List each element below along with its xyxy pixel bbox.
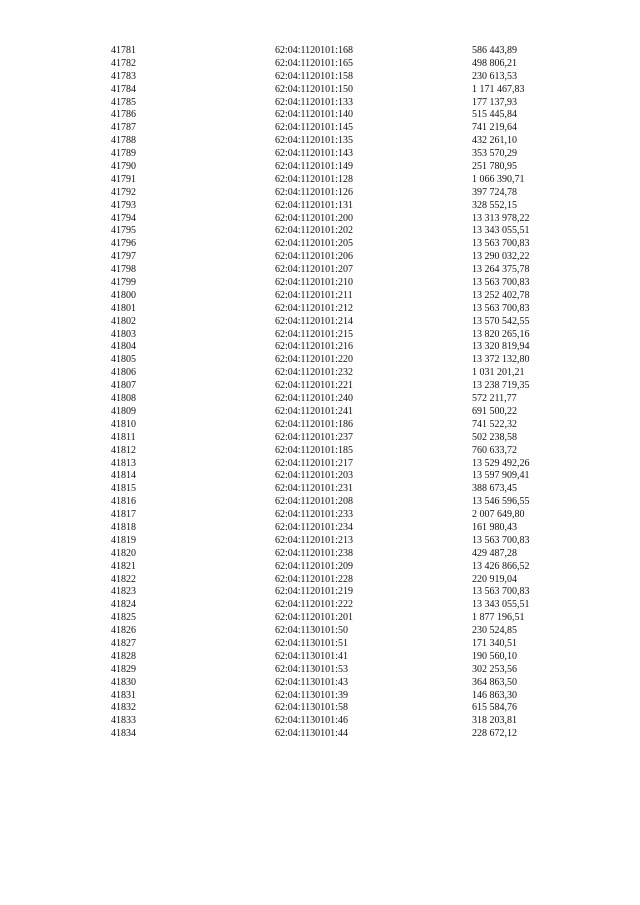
table-row bbox=[0, 58, 640, 71]
cadastral-number: 62:04:1120101:215 bbox=[275, 328, 353, 340]
row-number: 41834 bbox=[111, 728, 136, 740]
cadastral-value: 302 253,56 bbox=[472, 663, 517, 675]
row-number: 41811 bbox=[111, 431, 136, 443]
cadastral-value: 572 211,77 bbox=[472, 393, 517, 405]
row-number: 41830 bbox=[111, 676, 136, 688]
row-number: 41816 bbox=[111, 496, 136, 508]
row-number: 41813 bbox=[111, 457, 136, 469]
cadastral-value: 13 570 542,55 bbox=[472, 315, 530, 327]
table-row bbox=[0, 677, 640, 690]
cadastral-number: 62:04:1120101:206 bbox=[275, 251, 353, 263]
row-number: 41812 bbox=[111, 444, 136, 456]
table-row bbox=[0, 419, 640, 432]
table-row bbox=[0, 728, 640, 741]
cadastral-value: 228 672,12 bbox=[472, 728, 517, 740]
row-number: 41815 bbox=[111, 483, 136, 495]
row-number: 41824 bbox=[111, 599, 136, 611]
cadastral-value: 741 219,64 bbox=[472, 122, 517, 134]
cadastral-value: 515 445,84 bbox=[472, 109, 517, 121]
table-row bbox=[0, 483, 640, 496]
table-row bbox=[0, 574, 640, 587]
cadastral-number: 62:04:1120101:222 bbox=[275, 599, 353, 611]
table-row bbox=[0, 548, 640, 561]
row-number: 41820 bbox=[111, 547, 136, 559]
cadastral-number: 62:04:1120101:232 bbox=[275, 367, 353, 379]
table-row bbox=[0, 341, 640, 354]
table-row bbox=[0, 599, 640, 612]
cadastral-number: 62:04:1130101:53 bbox=[275, 663, 348, 675]
cadastral-number: 62:04:1120101:186 bbox=[275, 418, 353, 430]
table-row bbox=[0, 612, 640, 625]
row-number: 41808 bbox=[111, 393, 136, 405]
cadastral-value: 1 031 201,21 bbox=[472, 367, 525, 379]
table-row bbox=[0, 109, 640, 122]
table-row bbox=[0, 174, 640, 187]
row-number: 41797 bbox=[111, 251, 136, 263]
cadastral-number: 62:04:1120101:237 bbox=[275, 431, 353, 443]
table-row bbox=[0, 84, 640, 97]
row-number: 41796 bbox=[111, 238, 136, 250]
row-number: 41781 bbox=[111, 45, 136, 56]
cadastral-number: 62:04:1120101:126 bbox=[275, 186, 353, 198]
table-row bbox=[0, 496, 640, 509]
row-number: 41788 bbox=[111, 135, 136, 147]
cadastral-number: 62:04:1120101:212 bbox=[275, 302, 353, 314]
cadastral-number: 62:04:1120101:241 bbox=[275, 405, 353, 417]
cadastral-value: 502 238,58 bbox=[472, 431, 517, 443]
cadastral-value: 13 313 978,22 bbox=[472, 212, 530, 224]
table-row bbox=[0, 715, 640, 728]
cadastral-value: 13 426 866,52 bbox=[472, 560, 530, 572]
cadastral-number: 62:04:1120101:220 bbox=[275, 354, 353, 366]
cadastral-value: 13 343 055,51 bbox=[472, 225, 530, 237]
cadastral-number: 62:04:1120101:210 bbox=[275, 277, 353, 289]
cadastral-value: 615 584,76 bbox=[472, 702, 517, 714]
table-row bbox=[0, 135, 640, 148]
row-number: 41823 bbox=[111, 586, 136, 598]
table-row bbox=[0, 638, 640, 651]
cadastral-number: 62:04:1120101:213 bbox=[275, 534, 353, 546]
table-row bbox=[0, 329, 640, 342]
cadastral-value: 230 524,85 bbox=[472, 625, 517, 637]
row-number: 41833 bbox=[111, 715, 136, 727]
row-number: 41810 bbox=[111, 418, 136, 430]
row-number: 41786 bbox=[111, 109, 136, 121]
table-row bbox=[0, 445, 640, 458]
cadastral-number: 62:04:1130101:39 bbox=[275, 689, 348, 701]
cadastral-value: 13 563 700,83 bbox=[472, 302, 530, 314]
row-number: 41800 bbox=[111, 289, 136, 301]
cadastral-value: 13 820 265,16 bbox=[472, 328, 530, 340]
table-row bbox=[0, 651, 640, 664]
cadastral-number: 62:04:1120101:185 bbox=[275, 444, 353, 456]
cadastral-number: 62:04:1120101:149 bbox=[275, 161, 353, 173]
cadastral-value: 13 372 132,80 bbox=[472, 354, 530, 366]
row-number: 41793 bbox=[111, 199, 136, 211]
cadastral-number: 62:04:1120101:238 bbox=[275, 547, 353, 559]
cadastral-number: 62:04:1120101:135 bbox=[275, 135, 353, 147]
cadastral-value: 432 261,10 bbox=[472, 135, 517, 147]
table-row bbox=[0, 664, 640, 677]
table-row bbox=[0, 470, 640, 483]
table-row bbox=[0, 690, 640, 703]
cadastral-value: 1 066 390,71 bbox=[472, 173, 525, 185]
cadastral-number: 62:04:1120101:158 bbox=[275, 70, 353, 82]
row-number: 41787 bbox=[111, 122, 136, 134]
cadastral-number: 62:04:1120101:150 bbox=[275, 83, 353, 95]
cadastral-value: 318 203,81 bbox=[472, 715, 517, 727]
cadastral-number: 62:04:1120101:240 bbox=[275, 393, 353, 405]
cadastral-value: 13 238 719,35 bbox=[472, 380, 530, 392]
row-number: 41785 bbox=[111, 96, 136, 108]
row-number: 41802 bbox=[111, 315, 136, 327]
table-row bbox=[0, 406, 640, 419]
row-number: 41798 bbox=[111, 264, 136, 276]
cadastral-value: 1 877 196,51 bbox=[472, 612, 525, 624]
cadastral-value: 364 863,50 bbox=[472, 676, 517, 688]
cadastral-value: 161 980,43 bbox=[472, 521, 517, 533]
cadastral-value: 13 320 819,94 bbox=[472, 341, 530, 353]
cadastral-number: 62:04:1120101:165 bbox=[275, 57, 353, 69]
cadastral-value: 388 673,45 bbox=[472, 483, 517, 495]
cadastral-number: 62:04:1120101:228 bbox=[275, 573, 353, 585]
row-number: 41784 bbox=[111, 83, 136, 95]
table-row bbox=[0, 316, 640, 329]
row-number: 41807 bbox=[111, 380, 136, 392]
table-row bbox=[0, 354, 640, 367]
table-row bbox=[0, 238, 640, 251]
cadastral-number: 62:04:1120101:140 bbox=[275, 109, 353, 121]
row-number: 41782 bbox=[111, 57, 136, 69]
cadastral-number: 62:04:1120101:216 bbox=[275, 341, 353, 353]
table-row bbox=[0, 393, 640, 406]
cadastral-number: 62:04:1120101:207 bbox=[275, 264, 353, 276]
row-number: 41789 bbox=[111, 148, 136, 160]
cadastral-number: 62:04:1120101:133 bbox=[275, 96, 353, 108]
cadastral-number: 62:04:1120101:203 bbox=[275, 470, 353, 482]
table-row bbox=[0, 251, 640, 264]
cadastral-number: 62:04:1130101:43 bbox=[275, 676, 348, 688]
table-row bbox=[0, 45, 640, 58]
cadastral-number: 62:04:1120101:217 bbox=[275, 457, 353, 469]
row-number: 41819 bbox=[111, 534, 136, 546]
cadastral-value: 13 563 700,83 bbox=[472, 238, 530, 250]
cadastral-number: 62:04:1120101:200 bbox=[275, 212, 353, 224]
cadastral-value: 13 343 055,51 bbox=[472, 599, 530, 611]
cadastral-number: 62:04:1130101:50 bbox=[275, 625, 348, 637]
cadastral-value: 13 546 596,55 bbox=[472, 496, 530, 508]
cadastral-number: 62:04:1120101:209 bbox=[275, 560, 353, 572]
row-number: 41791 bbox=[111, 173, 136, 185]
table-row bbox=[0, 161, 640, 174]
cadastral-number: 62:04:1130101:58 bbox=[275, 702, 348, 714]
cadastral-number: 62:04:1120101:201 bbox=[275, 612, 353, 624]
table-row bbox=[0, 148, 640, 161]
cadastral-value: 328 552,15 bbox=[472, 199, 517, 211]
row-number: 41806 bbox=[111, 367, 136, 379]
row-number: 41790 bbox=[111, 161, 136, 173]
cadastral-value: 171 340,51 bbox=[472, 637, 517, 649]
table-row bbox=[0, 586, 640, 599]
row-number: 41814 bbox=[111, 470, 136, 482]
table-row bbox=[0, 458, 640, 471]
row-number: 41826 bbox=[111, 625, 136, 637]
table-row bbox=[0, 380, 640, 393]
table-row bbox=[0, 122, 640, 135]
cadastral-value: 13 563 700,83 bbox=[472, 534, 530, 546]
cadastral-value: 146 863,30 bbox=[472, 689, 517, 701]
table-row bbox=[0, 432, 640, 445]
cadastral-value: 429 487,28 bbox=[472, 547, 517, 559]
cadastral-number: 62:04:1120101:202 bbox=[275, 225, 353, 237]
cadastral-number: 62:04:1120101:219 bbox=[275, 586, 353, 598]
table-row bbox=[0, 290, 640, 303]
cadastral-value-table bbox=[0, 45, 640, 741]
row-number: 41828 bbox=[111, 650, 136, 662]
cadastral-number: 62:04:1120101:145 bbox=[275, 122, 353, 134]
cadastral-value: 13 563 700,83 bbox=[472, 586, 530, 598]
cadastral-value: 760 633,72 bbox=[472, 444, 517, 456]
cadastral-number: 62:04:1120101:131 bbox=[275, 199, 353, 211]
row-number: 41827 bbox=[111, 637, 136, 649]
cadastral-value: 177 137,93 bbox=[472, 96, 517, 108]
cadastral-value: 2 007 649,80 bbox=[472, 509, 525, 521]
cadastral-value: 13 252 402,78 bbox=[472, 289, 530, 301]
table-row bbox=[0, 509, 640, 522]
cadastral-value: 13 597 909,41 bbox=[472, 470, 530, 482]
cadastral-value: 251 780,95 bbox=[472, 161, 517, 173]
table-row bbox=[0, 535, 640, 548]
table-row bbox=[0, 213, 640, 226]
cadastral-value: 741 522,32 bbox=[472, 418, 517, 430]
row-number: 41799 bbox=[111, 277, 136, 289]
cadastral-number: 62:04:1130101:41 bbox=[275, 650, 348, 662]
row-number: 41795 bbox=[111, 225, 136, 237]
cadastral-number: 62:04:1130101:51 bbox=[275, 637, 348, 649]
row-number: 41829 bbox=[111, 663, 136, 675]
row-number: 41821 bbox=[111, 560, 136, 572]
table-row bbox=[0, 702, 640, 715]
cadastral-number: 62:04:1120101:143 bbox=[275, 148, 353, 160]
table-row bbox=[0, 225, 640, 238]
row-number: 41831 bbox=[111, 689, 136, 701]
table-row bbox=[0, 277, 640, 290]
row-number: 41832 bbox=[111, 702, 136, 714]
table-row bbox=[0, 625, 640, 638]
table-row bbox=[0, 71, 640, 84]
table-row bbox=[0, 187, 640, 200]
row-number: 41818 bbox=[111, 521, 136, 533]
cadastral-number: 62:04:1120101:211 bbox=[275, 289, 353, 301]
row-number: 41817 bbox=[111, 509, 136, 521]
cadastral-number: 62:04:1130101:46 bbox=[275, 715, 348, 727]
cadastral-value: 230 613,53 bbox=[472, 70, 517, 82]
row-number: 41783 bbox=[111, 70, 136, 82]
table-row bbox=[0, 303, 640, 316]
cadastral-value: 353 570,29 bbox=[472, 148, 517, 160]
row-number: 41804 bbox=[111, 341, 136, 353]
cadastral-number: 62:04:1120101:168 bbox=[275, 45, 353, 56]
cadastral-value: 13 290 032,22 bbox=[472, 251, 530, 263]
row-number: 41822 bbox=[111, 573, 136, 585]
cadastral-value: 13 529 492,26 bbox=[472, 457, 530, 469]
cadastral-number: 62:04:1120101:234 bbox=[275, 521, 353, 533]
table-row bbox=[0, 522, 640, 535]
cadastral-number: 62:04:1120101:128 bbox=[275, 173, 353, 185]
cadastral-value: 691 500,22 bbox=[472, 405, 517, 417]
row-number: 41794 bbox=[111, 212, 136, 224]
cadastral-value: 397 724,78 bbox=[472, 186, 517, 198]
cadastral-number: 62:04:1120101:208 bbox=[275, 496, 353, 508]
cadastral-number: 62:04:1130101:44 bbox=[275, 728, 348, 740]
row-number: 41801 bbox=[111, 302, 136, 314]
table-row bbox=[0, 367, 640, 380]
cadastral-value: 220 919,04 bbox=[472, 573, 517, 585]
cadastral-value: 13 264 375,78 bbox=[472, 264, 530, 276]
row-number: 41792 bbox=[111, 186, 136, 198]
cadastral-number: 62:04:1120101:214 bbox=[275, 315, 353, 327]
cadastral-number: 62:04:1120101:231 bbox=[275, 483, 353, 495]
cadastral-number: 62:04:1120101:221 bbox=[275, 380, 353, 392]
table-row bbox=[0, 264, 640, 277]
cadastral-value: 498 806,21 bbox=[472, 57, 517, 69]
row-number: 41803 bbox=[111, 328, 136, 340]
row-number: 41805 bbox=[111, 354, 136, 366]
cadastral-number: 62:04:1120101:205 bbox=[275, 238, 353, 250]
row-number: 41825 bbox=[111, 612, 136, 624]
cadastral-value: 13 563 700,83 bbox=[472, 277, 530, 289]
cadastral-value: 190 560,10 bbox=[472, 650, 517, 662]
cadastral-value: 1 171 467,83 bbox=[472, 83, 525, 95]
table-row bbox=[0, 200, 640, 213]
row-number: 41809 bbox=[111, 405, 136, 417]
table-row bbox=[0, 97, 640, 110]
cadastral-value: 586 443,89 bbox=[472, 45, 517, 56]
table-row bbox=[0, 561, 640, 574]
cadastral-number: 62:04:1120101:233 bbox=[275, 509, 353, 521]
